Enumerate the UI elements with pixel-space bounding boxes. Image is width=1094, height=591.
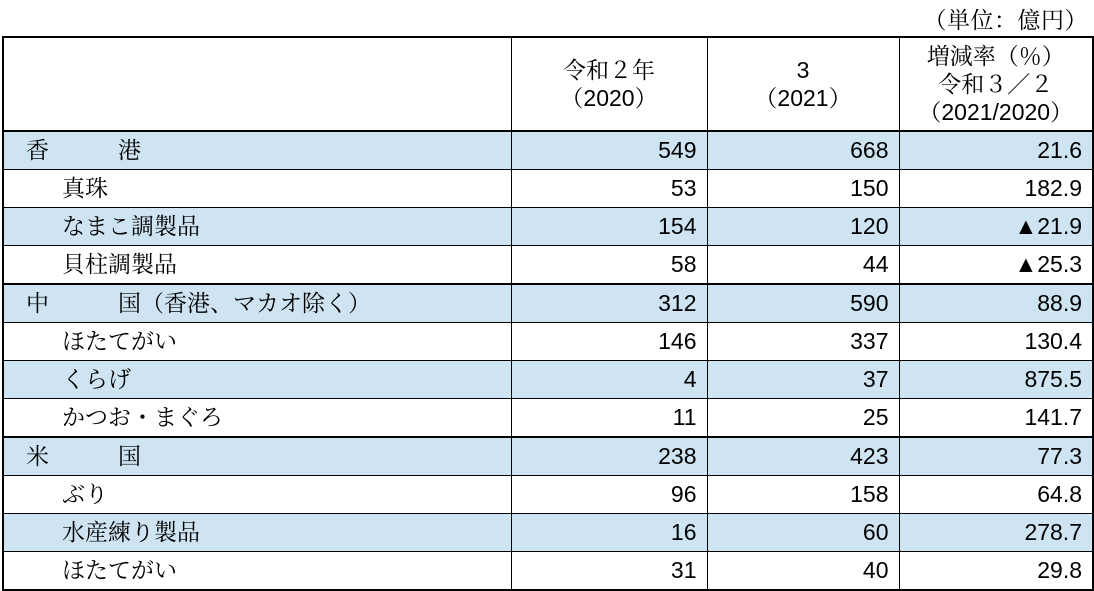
row-value-2020: 549 xyxy=(511,131,707,170)
table-row xyxy=(3,476,1093,514)
row-value-2021: 150 xyxy=(707,170,899,208)
row-label: ぶり xyxy=(3,476,511,514)
row-label: ほたてがい xyxy=(3,323,511,361)
row-label: かつお・まぐろ xyxy=(3,399,511,438)
column-header-year-2021 xyxy=(707,37,899,131)
row-value-2020: 4 xyxy=(511,361,707,399)
row-value-rate: 77.3 xyxy=(899,437,1093,476)
row-value-2021: 423 xyxy=(707,437,899,476)
row-value-2021: 37 xyxy=(707,361,899,399)
table-row xyxy=(3,170,1093,208)
table-head xyxy=(3,37,1093,131)
row-value-2020: 53 xyxy=(511,170,707,208)
row-value-2020: 16 xyxy=(511,514,707,552)
export-statistics-table xyxy=(2,36,1094,591)
row-label: 貝柱調製品 xyxy=(3,246,511,285)
row-value-2021: 337 xyxy=(707,323,899,361)
column-header-name xyxy=(3,37,511,131)
table-row xyxy=(3,514,1093,552)
column-header-year-2020-line1: 令和２年 xyxy=(563,56,655,83)
column-header-year-2020-line2: （2020） xyxy=(560,85,658,111)
row-label: ほたてがい xyxy=(3,552,511,591)
row-value-2020: 96 xyxy=(511,476,707,514)
row-label: 中 国（香港、マカオ除く） xyxy=(3,284,511,323)
row-label: なまこ調製品 xyxy=(3,208,511,246)
row-value-rate: 278.7 xyxy=(899,514,1093,552)
unit-note: （単位：億円） xyxy=(923,7,1088,33)
row-label: 香 港 xyxy=(3,131,511,170)
row-value-rate: 875.5 xyxy=(899,361,1093,399)
row-value-rate: ▲25.3 xyxy=(899,246,1093,285)
row-value-rate: 130.4 xyxy=(899,323,1093,361)
row-value-2021: 668 xyxy=(707,131,899,170)
table-row xyxy=(3,552,1093,591)
table-row xyxy=(3,246,1093,285)
table-header-row xyxy=(3,37,1093,131)
row-value-2020: 238 xyxy=(511,437,707,476)
row-value-2021: 40 xyxy=(707,552,899,591)
column-header-year-2021-line1: 3 xyxy=(796,56,810,83)
row-value-rate: 88.9 xyxy=(899,284,1093,323)
row-value-rate: ▲21.9 xyxy=(899,208,1093,246)
row-value-2021: 120 xyxy=(707,208,899,246)
row-value-2020: 31 xyxy=(511,552,707,591)
table-row xyxy=(3,323,1093,361)
row-value-2020: 312 xyxy=(511,284,707,323)
row-value-2020: 146 xyxy=(511,323,707,361)
row-label: 水産練り製品 xyxy=(3,514,511,552)
row-value-rate: 64.8 xyxy=(899,476,1093,514)
row-value-rate: 182.9 xyxy=(899,170,1093,208)
table-row xyxy=(3,399,1093,438)
row-value-2020: 11 xyxy=(511,399,707,438)
column-header-year-2020 xyxy=(511,37,707,131)
row-value-2020: 154 xyxy=(511,208,707,246)
row-value-2021: 25 xyxy=(707,399,899,438)
table-row xyxy=(3,131,1093,170)
row-label: 真珠 xyxy=(3,170,511,208)
table-row xyxy=(3,437,1093,476)
row-value-2021: 60 xyxy=(707,514,899,552)
row-value-rate: 29.8 xyxy=(899,552,1093,591)
table-row xyxy=(3,208,1093,246)
row-value-rate: 141.7 xyxy=(899,399,1093,438)
column-header-year-2021-line2: （2021） xyxy=(754,85,852,111)
row-value-2020: 58 xyxy=(511,246,707,285)
row-label: くらげ xyxy=(3,361,511,399)
column-header-change-rate-line1: 増減率（％） xyxy=(926,42,1065,69)
table-row xyxy=(3,361,1093,399)
column-header-change-rate xyxy=(899,37,1093,131)
table-row xyxy=(3,284,1093,323)
row-value-2021: 44 xyxy=(707,246,899,285)
column-header-change-rate-line3: （2021/2020） xyxy=(918,99,1074,126)
column-header-change-rate-line2: 令和３／２ xyxy=(938,70,1054,97)
row-value-2021: 590 xyxy=(707,284,899,323)
row-value-2021: 158 xyxy=(707,476,899,514)
row-value-rate: 21.6 xyxy=(899,131,1093,170)
row-label: 米 国 xyxy=(3,437,511,476)
table-body xyxy=(3,131,1093,590)
